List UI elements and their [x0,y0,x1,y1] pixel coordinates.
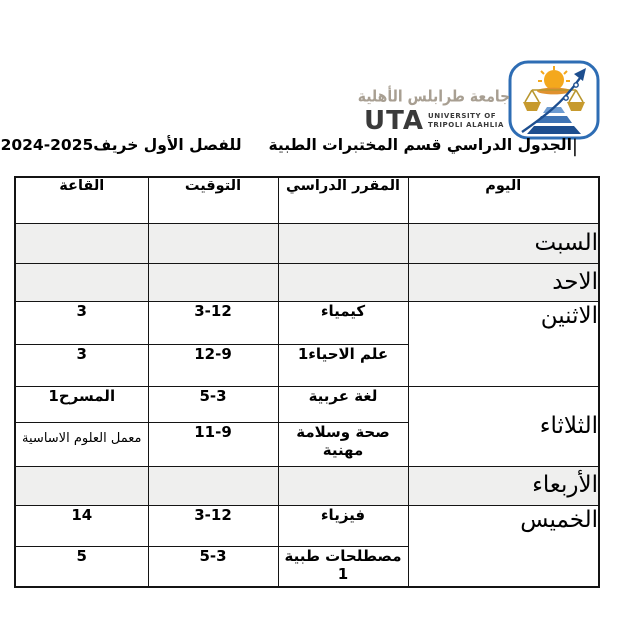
table-row [15,263,599,301]
day-cell-monday[interactable]: الاثنين [408,301,599,386]
course-cell[interactable]: فيزياء [278,505,408,546]
course-cell[interactable]: علم الاحياء1 [278,344,408,386]
header-row [15,177,599,223]
room-cell-empty[interactable] [15,263,148,301]
header-day[interactable]: اليوم [408,177,599,223]
course-cell[interactable]: صحة وسلامة مهنية [278,422,408,466]
day-cell-sunday[interactable]: الاحد [408,263,599,301]
course-cell-empty[interactable] [278,466,408,505]
room-cell-empty[interactable] [15,223,148,263]
course-cell[interactable]: كيمياء [278,301,408,344]
room-cell[interactable]: 3 [15,301,148,344]
table-row [15,386,599,422]
university-name-line2: TRIPOLI ALAHLIA [427,121,504,129]
room-cell[interactable]: معمل العلوم الاساسية [15,422,148,466]
room-cell[interactable]: 14 [15,505,148,546]
room-cell[interactable]: 5 [15,546,148,587]
page-title: الجدول الدراسي قسم المختبرات الطبية للفصل الأول خريف2025-2024 [0,136,572,154]
table-row [15,223,599,263]
university-logo [357,60,600,140]
time-cell-empty[interactable] [148,263,278,301]
time-cell-empty[interactable] [148,223,278,263]
room-cell-empty[interactable] [15,466,148,505]
time-cell[interactable] [148,301,278,344]
table-row [15,301,599,344]
time-cell-empty[interactable] [148,466,278,505]
room-cell[interactable]: المسرح1 [15,386,148,422]
header-room[interactable]: القاعة [15,177,148,223]
time-value: 5-3 [199,386,227,405]
document-title-line[interactable] [0,136,578,157]
room-cell[interactable]: 3 [15,344,148,386]
day-cell-tuesday[interactable]: الثلاثاء [408,386,599,466]
time-cell[interactable] [148,422,278,466]
day-cell-saturday[interactable]: السبت [408,223,599,263]
schedule-table-container [14,176,600,588]
time-value: 12-9 [194,344,232,363]
time-value: 5-3 [199,546,227,565]
time-value: 3-12 [194,505,232,524]
logo-text-block [357,87,511,136]
time-cell[interactable] [148,505,278,546]
university-emblem-icon [508,60,600,140]
course-cell-empty[interactable] [278,223,408,263]
university-arabic-name: جامعة طرابلس الأهلية [357,87,511,107]
table-row [15,466,599,505]
table-row [15,505,599,546]
header-course[interactable]: المقرر الدراسي [278,177,408,223]
time-value: 3-12 [194,301,232,320]
time-value: 11-9 [194,422,232,441]
header-time[interactable]: التوقيت [148,177,278,223]
time-cell[interactable] [148,386,278,422]
day-cell-wednesday[interactable]: الأربعاء [408,466,599,505]
university-acronym: UTA [364,106,424,136]
day-cell-thursday[interactable]: الخميس [408,505,599,587]
schedule-table [14,176,600,588]
time-cell[interactable] [148,344,278,386]
course-cell-empty[interactable] [278,263,408,301]
time-cell[interactable] [148,546,278,587]
course-cell[interactable]: لغة عربية [278,386,408,422]
course-cell[interactable]: مصطلحات طبية 1 [278,546,408,587]
university-name-line1: UNIVERSITY OF [427,111,497,120]
text-cursor: | [571,136,578,157]
